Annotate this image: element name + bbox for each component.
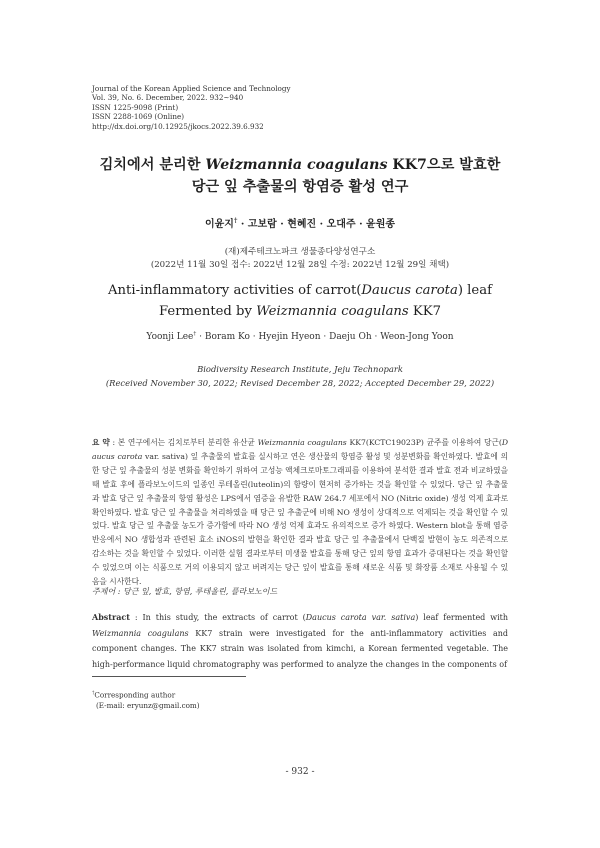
- journal-name: Journal of the Korean Applied Science and Technology: [92, 84, 291, 93]
- footnote: [92, 688, 200, 711]
- english-abstract: Abstract : In this study, the extracts of carrot (Daucus carota var. sativa) leaf fermented with Weizmannia coagulans KK7 strain were investigated for the anti-inflammatory activities and component changes. The KK7 strain was isolated from kimchi, a Korean fermented vegetable. The high-performance liquid chromatography was performed to analyze the changes in the components of: [92, 612, 509, 669]
- english-title-line1: Anti-inflammatory activities of carrot(Daucus carota) leaf: [108, 283, 492, 298]
- korean-keywords: 주제어 : 당근 잎, 발효, 항염, 루테올린, 플라보노이드: [92, 587, 278, 596]
- english-authors: Yoonji Lee† · Boram Ko · Hyejin Hyeon · Daeju Oh · Weon-Jong Yoon: [146, 331, 454, 342]
- korean-dates: (2022년 11월 30일 접수: 2022년 12월 28일 수정: 2022년 12월 29일 채택): [150, 260, 450, 270]
- korean-authors: 이윤지† · 고보람 · 현혜진 · 오대주 · 윤원종: [204, 216, 396, 230]
- korean-affiliation: (재)제주테크노파크 생물종다양성연구소: [224, 247, 376, 257]
- english-abstract-label: Abstract: [92, 612, 130, 622]
- corresponding-author: †Corresponding author: [92, 690, 176, 700]
- doi-link[interactable]: http://dx.doi.org/10.12925/jkocs.2022.39.6.932: [92, 121, 264, 131]
- english-dates: (Received November 30, 2022; Revised December 28, 2022; Accepted December 29, 2022): [105, 378, 495, 388]
- english-title: [60, 280, 540, 322]
- issn-print: ISSN 1225-9098 (Print): [92, 102, 179, 112]
- journal-header: [92, 84, 291, 131]
- korean-title: [60, 154, 540, 198]
- korean-abstract: 요 약 : 본 연구에서는 김치로부터 분리한 유산균 Weizmannia coagulans KK7(KCTC19023P) 균주를 이용하여 당근(Daucus carota var. sativa) 잎 추출물의 발효를 실시하고 연은 생산물의 항염증 활성 및 성분변화를 확인하였다. 발효에 의한 당근 잎 추출물의 성분 변화를 확인하기 위하여 고성능 액체크로마토그래피를 이용하여 분석한 결과 발효 전과 비교하였을 때 발효 후에 플라보노이드의 일종인 루테올린(luteolin)의 함량이 현저히 증가하는 것을 확인할 수 있었다. 당근 잎 추출물과 발효 당근 잎 추출물의 항염 활성은 LPS에서 염증을 유발한 RAW 264.7 세포에서 NO (Nitric oxide) 생성 억제 효과로 확인하였다. 발효 당근 잎 추출물을 처리하였을 때 당근 잎 추출군에 비해 NO 생성이 상대적으로 억제되는 것을 확인할 수 있었다. 발효 당근 잎 추출물 농도가 증가함에 따라 NO 생성 억제 효과도 유의적으로 증가 하였다. Western blot을 통해 염증반응에서 NO 생합성과 관련된 효소 iNOS의 발현을 확인한 결과 발효 당근 잎 추출물에서 단백질 발현이 농도 의존적으로 감소하는 것을 확인할 수 있었다. 이러한 실험 결과로부터 미생물 발효를 통해 당근 잎의 항염 효과가 증대된다는 것을 확인할 수 있었으며 이는 식품으로 거의 이용되지 않고 버려지는 당근 잎이 발효를 통해 새로운 식품 및 화장품 소재로 사용될 수 있음을 시사한다.: [92, 438, 509, 587]
- english-title-line2: Fermented by Weizmannia coagulans KK7: [158, 304, 441, 319]
- issn-online: ISSN 2288-1069 (Online): [92, 112, 185, 122]
- page-number: - 932 -: [285, 767, 315, 777]
- author-email: (E-mail: eryunz@gmail.com): [96, 701, 200, 711]
- footnote-divider: [92, 676, 246, 677]
- english-affiliation: Biodiversity Research Institute, Jeju Technopark: [197, 364, 403, 374]
- korean-title-line2: 당근 잎 추출물의 항염증 활성 연구: [191, 179, 409, 195]
- korean-title-line1: 김치에서 분리한 Weizmannia coagulans KK7으로 발효한: [99, 157, 501, 173]
- korean-abstract-label: 요 약: [92, 438, 110, 447]
- journal-issue: Vol. 39, No. 6. December, 2022. 932~940: [92, 93, 244, 103]
